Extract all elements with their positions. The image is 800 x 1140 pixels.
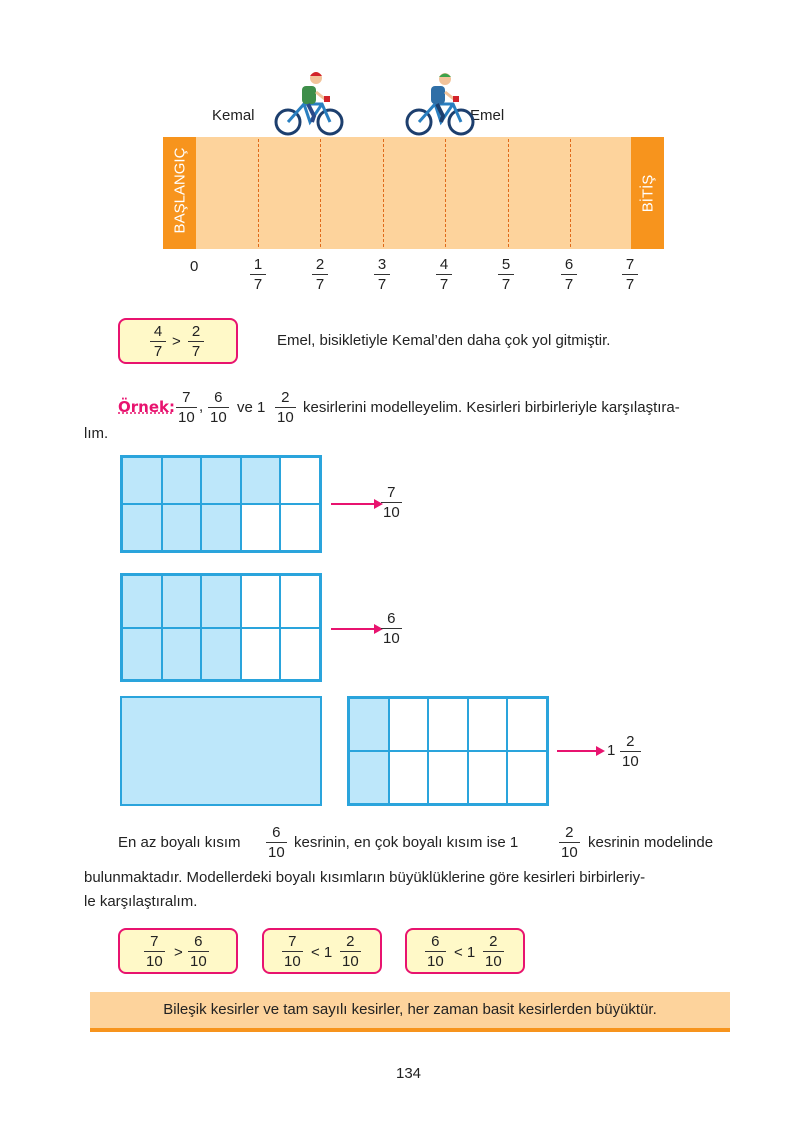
tick-fraction: 3 7: [374, 256, 390, 293]
comparison-operator: < 1: [454, 944, 476, 961]
start-label: BAŞLANGIÇ: [171, 147, 189, 234]
comma: ,: [199, 398, 204, 415]
fraction-left: 4 7: [150, 323, 166, 360]
emel-label: Emel: [470, 107, 505, 124]
comparison-statement: Emel, bisikletiyle Kemal’den daha çok yol gitmiştir.: [277, 332, 611, 349]
comparison-operator: >: [174, 944, 183, 961]
track-divider: [508, 139, 509, 247]
fraction-right: 2 7: [188, 323, 204, 360]
example-text: kesirlerini modelleyelim. Kesirleri birbirleriyle karşılaştıra-: [303, 399, 680, 416]
start-bar: [163, 137, 196, 249]
paragraph-text: kesrinin, en çok boyalı kısım ise 1: [294, 834, 519, 851]
comparison-box: [405, 928, 525, 974]
track-divider: [570, 139, 571, 247]
comparison-operator: >: [172, 333, 181, 350]
race-track: [163, 137, 664, 249]
fraction-model-grid: [120, 573, 322, 682]
example-text-cont: lım.: [84, 425, 109, 442]
tick-fraction: 2 7: [312, 256, 328, 293]
fraction-right: 2 10: [485, 933, 502, 970]
tick-fraction: 4 7: [436, 256, 452, 293]
arrow-icon: [557, 750, 597, 752]
tick-fraction: 7 7: [622, 256, 638, 293]
page-number: 134: [396, 1065, 422, 1082]
comparison-operator: < 1: [311, 944, 333, 961]
example-fraction: 2 10: [277, 389, 294, 426]
paragraph-fraction: 2 10: [561, 824, 578, 861]
comparison-box: [118, 928, 238, 974]
comparison-box: [118, 318, 238, 364]
mixed-whole: 1: [607, 742, 616, 759]
example-fraction: 6 10: [210, 389, 227, 426]
finish-label: BİTİŞ: [639, 174, 657, 213]
rule-text: Bileşik kesirler ve tam sayılı kesirler, her zaman basit kesirlerden büyüktür.: [163, 1001, 657, 1018]
fraction-model-grid: [120, 455, 322, 553]
track-divider: [258, 139, 259, 247]
model-fraction-label: 2 10: [622, 733, 639, 770]
paragraph-text: le karşılaştıralım.: [84, 893, 198, 910]
fraction-model-grid: [347, 696, 549, 806]
rule-banner: [90, 992, 730, 1032]
track-divider: [320, 139, 321, 247]
track-divider: [383, 139, 384, 247]
paragraph-text: En az boyalı kısım: [118, 834, 241, 851]
arrow-icon: [331, 628, 375, 630]
comparison-box: [262, 928, 382, 974]
kemal-bicycle-icon: [272, 70, 346, 138]
example-label: Örnek:: [118, 398, 175, 416]
example-fraction: 7 10: [178, 389, 195, 426]
tick-fraction: 5 7: [498, 256, 514, 293]
tick-zero: 0: [190, 258, 199, 275]
emel-bicycle-icon: [403, 72, 477, 138]
track-divider: [445, 139, 446, 247]
fraction-left: 6 10: [427, 933, 444, 970]
tick-fraction: 6 7: [561, 256, 577, 293]
fraction-right: 2 10: [342, 933, 359, 970]
tick-fraction: 1 7: [250, 256, 266, 293]
whole-model: [120, 696, 322, 806]
finish-bar: [631, 137, 664, 249]
paragraph-text: bulunmaktadır. Modellerdeki boyalı kısımların büyüklüklerine göre kesirleri birbirleriy-: [84, 869, 646, 886]
paragraph-fraction: 6 10: [268, 824, 285, 861]
fraction-left: 7 10: [146, 933, 163, 970]
arrow-icon: [331, 503, 375, 505]
model-fraction-label: 7 10: [383, 484, 400, 521]
paragraph-text: kesrinin modelinde: [588, 834, 714, 851]
fraction-left: 7 10: [284, 933, 301, 970]
fraction-right: 6 10: [190, 933, 207, 970]
kemal-label: Kemal: [212, 107, 255, 124]
conjunction-text: ve 1: [237, 399, 266, 416]
model-fraction-label: 6 10: [383, 610, 400, 647]
